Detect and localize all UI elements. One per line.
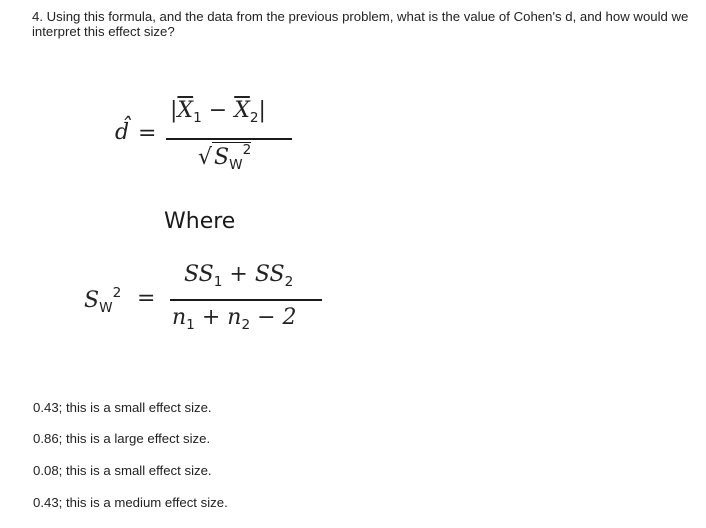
formula-numerator: $SS_1 + SS_2$ xyxy=(184,262,294,290)
formula-numerator: $|\overline{X}_1 - \overline{X}_2|$ xyxy=(170,98,266,126)
d-hat-symbol: d̂ xyxy=(115,120,130,145)
formula-denominator: $√S_W^2$ xyxy=(198,142,252,173)
answer-option[interactable]: 0.08; this is a small effect size. xyxy=(33,463,212,478)
pooled-variance-symbol: $S_W^2$ xyxy=(84,285,122,316)
equals-sign: = xyxy=(138,121,157,146)
where-label: Where xyxy=(164,209,236,234)
question-text: 4. Using this formula, and the data from the previous problem, what is the value of Cohen's d, and how would we interpret this effect size? xyxy=(32,9,689,39)
formula-denominator: $n_1 + n_2 - 2$ xyxy=(172,305,297,333)
answer-option[interactable]: 0.43; this is a small effect size. xyxy=(33,400,212,415)
equals-sign: = xyxy=(137,286,156,311)
answer-option[interactable]: 0.43; this is a medium effect size. xyxy=(33,495,228,510)
fraction-bar xyxy=(170,299,322,301)
answer-option[interactable]: 0.86; this is a large effect size. xyxy=(33,431,211,446)
fraction-bar xyxy=(166,138,292,140)
